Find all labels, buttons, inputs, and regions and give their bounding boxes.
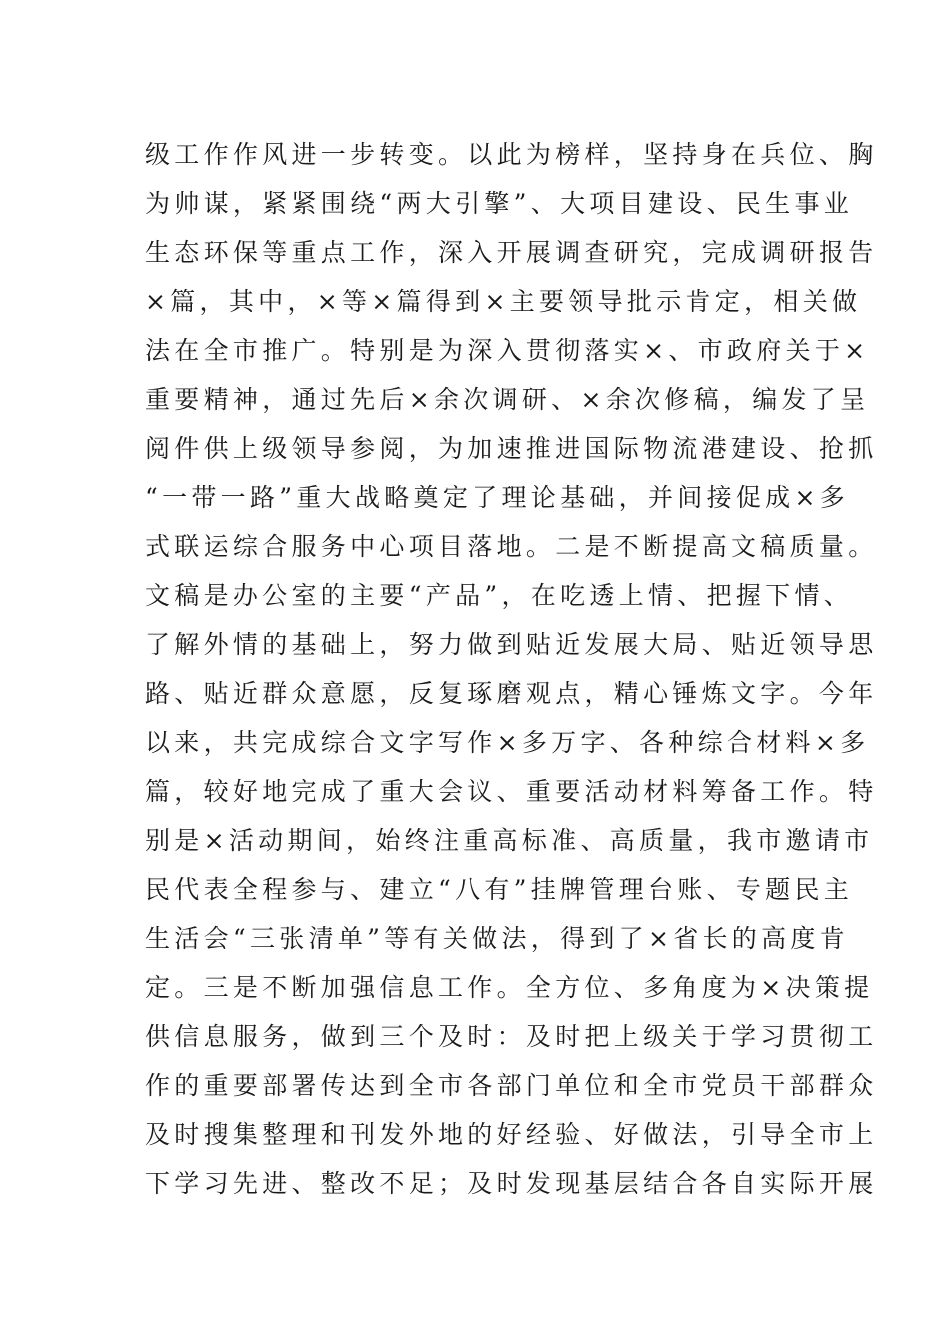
text-line-9: 式联运综合服务中心项目落地。二是不断提高文稿质量。 <box>145 532 878 561</box>
text-line-17: 生活会“三张清单”等有关做法，得到了×省长的高度肯 <box>145 924 850 953</box>
text-line-11: 了解外情的基础上，努力做到贴近发展大局、贴近领导思 <box>145 630 878 659</box>
text-line-22: 下学习先进、整改不足；及时发现基层结合各自实际开展 <box>145 1169 878 1198</box>
text-line-21: 及时搜集整理和刊发外地的好经验、好做法，引导全市上 <box>145 1120 878 1149</box>
text-line-19: 供信息服务，做到三个及时：及时把上级关于学习贯彻工 <box>145 1022 878 1051</box>
text-line-4: ×篇，其中，×等×篇得到×主要领导批示肯定，相关做 <box>145 287 862 316</box>
text-line-20: 作的重要部署传达到全市各部门单位和全市党员干部群众 <box>145 1071 878 1100</box>
body-text <box>145 130 878 1208</box>
text-line-18: 定。三是不断加强信息工作。全方位、多角度为×决策提 <box>145 973 874 1002</box>
text-line-8: “一带一路”重大战略奠定了理论基础，并间接促成×多 <box>145 483 850 512</box>
text-line-12: 路、贴近群众意愿，反复琢磨观点，精心锤炼文字。今年 <box>145 679 878 708</box>
text-line-3: 生态环保等重点工作，深入开展调查研究，完成调研报告 <box>145 238 878 267</box>
text-line-5: 法在全市推广。特别是为深入贯彻落实×、市政府关于× <box>145 336 870 365</box>
text-line-14: 篇，较好地完成了重大会议、重要活动材料筹备工作。特 <box>145 777 878 806</box>
text-line-16: 民代表全程参与、建立“八有”挂牌管理台账、专题民主 <box>145 875 854 904</box>
text-line-1: 级工作作风进一步转变。以此为榜样，坚持身在兵位、胸 <box>145 140 878 169</box>
text-line-2: 为帅谋，紧紧围绕“两大引擎”、大项目建设、民生事业 <box>145 189 854 218</box>
text-line-6: 重要精神，通过先后×余次调研、×余次修稿，编发了呈 <box>145 385 870 414</box>
text-line-10: 文稿是办公室的主要“产品”，在吃透上情、把握下情、 <box>145 581 854 610</box>
text-line-15: 别是×活动期间，始终注重高标准、高质量，我市邀请市 <box>145 826 874 855</box>
text-line-7: 阅件供上级领导参阅，为加速推进国际物流港建设、抢抓 <box>145 434 878 463</box>
text-line-13: 以来，共完成综合文字写作×多万字、各种综合材料×多 <box>145 728 870 757</box>
